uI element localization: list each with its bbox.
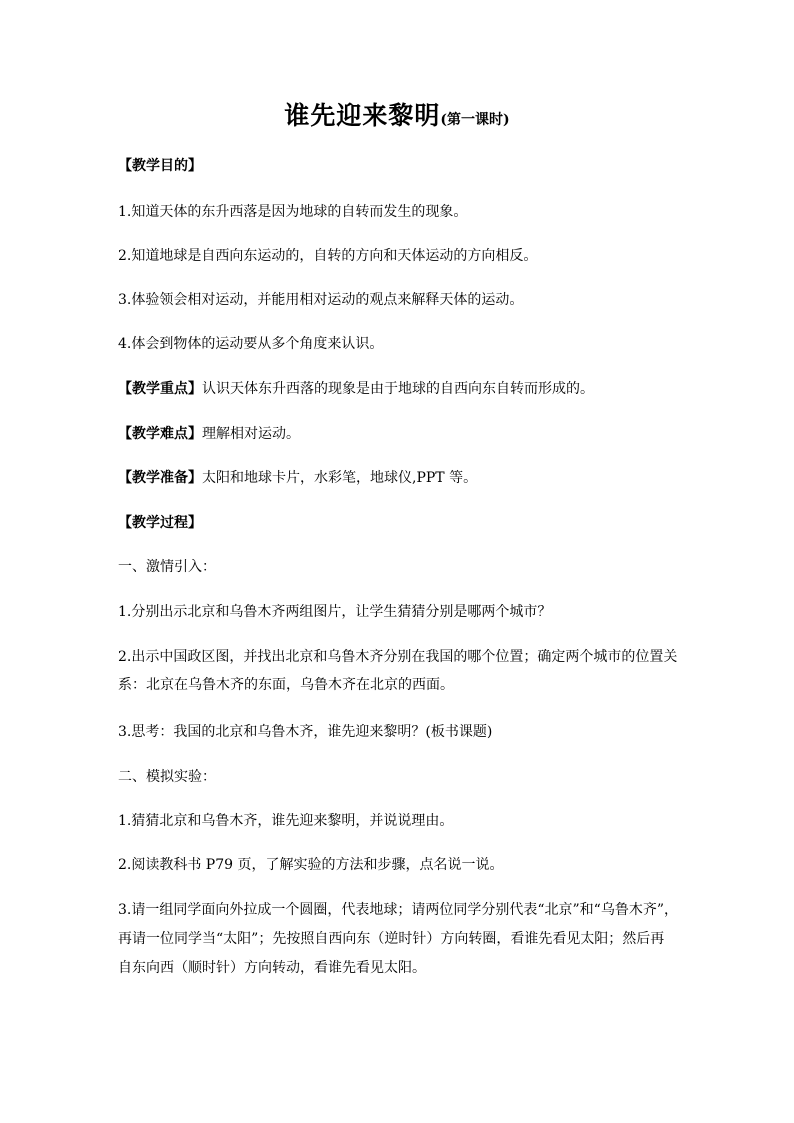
title-main: 谁先迎来黎明 <box>284 101 441 130</box>
preparation-text: 太阳和地球卡片，水彩笔，地球仪,PPT 等。 <box>202 470 478 486</box>
part2-item: 2.阅读教科书 P79 页，了解实验的方法和步骤，点名说一说。 <box>118 857 504 873</box>
goal-item: 3.体验领会相对运动，并能用相对运动的观点来解释天体的运动。 <box>118 292 524 308</box>
goal-item: 2.知道地球是自西向东运动的，自转的方向和天体运动的方向相反。 <box>118 248 538 264</box>
part2-heading: 二、模拟实验： <box>118 769 216 785</box>
key-point-label: 【教学重点】 <box>118 381 202 397</box>
difficulty-text: 理解相对运动。 <box>202 426 300 442</box>
key-point-line <box>118 379 678 399</box>
goal-item: 1.知道天体的东升西落是因为地球的自转而发生的现象。 <box>118 204 468 220</box>
page-title <box>0 96 794 132</box>
goal-item: 4.体会到物体的运动要从多个角度来认识。 <box>118 336 384 352</box>
difficulty-line <box>118 424 678 444</box>
difficulty-label: 【教学难点】 <box>118 426 202 442</box>
goals-heading: 【教学目的】 <box>118 158 202 174</box>
key-point-text: 认识天体东升西落的现象是由于地球的自西向东自转而形成的。 <box>202 381 594 397</box>
part1-heading: 一、激情引入： <box>118 559 216 575</box>
part1-item: 1.分别出示北京和乌鲁木齐两组图片，让学生猜猜分别是哪两个城市？ <box>118 604 552 620</box>
preparation-label: 【教学准备】 <box>118 470 202 486</box>
part1-item: 2.出示中国政区图，并找出北京和乌鲁木齐分别在我国的哪个位置；确定两个城市的位置关系：北京在乌鲁木齐的东面，乌鲁木齐在北京的西面。 <box>118 649 678 693</box>
part1-item: 3.思考：我国的北京和乌鲁木齐，谁先迎来黎明？(板书课题) <box>118 724 493 740</box>
title-subtitle: (第一课时) <box>440 112 510 128</box>
part2-item: 1.猜猜北京和乌鲁木齐，谁先迎来黎明，并说说理由。 <box>118 813 454 829</box>
process-heading: 【教学过程】 <box>118 515 202 531</box>
part2-item: 3.请一组同学面向外拉成一个圆圈，代表地球；请两位同学分别代表“北京”和“乌鲁木齐”，再请一位同学当“太阳”；先按照自西向东（逆时针）方向转圈，看谁先看见太阳；然后再自东向西（顺时针）方向转动，看谁先看见太阳。 <box>118 902 678 976</box>
preparation-line <box>118 468 678 488</box>
